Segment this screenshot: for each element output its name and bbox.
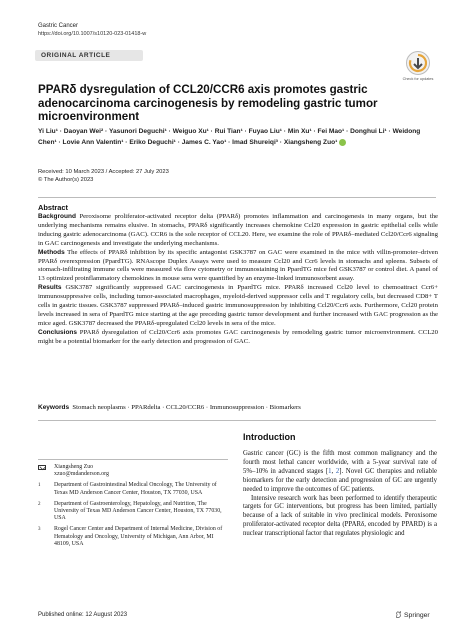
affiliation-number: 3 [38,527,41,533]
abstract-background [38,213,438,249]
citation-link[interactable]: 1 [328,467,332,475]
abstract-body [38,213,438,347]
affiliation-1 [38,482,228,496]
results-text: GSK3787 significantly suppressed GAC carcinogenesis in PpardTG mice. PPARδ increased Ccl20 level to chemoattract Ccr6+ immunosuppressive cells, including tumor-associated macrophages, myeloid-derived suppressor cells and T regulatory cells, but decreased CD8+ T cells in gastric tissues. GSK3787 suppressed PPARδ–induced gastric immunosuppression by inhibiting Ccl20/Ccr6 axis. Furthermore, Ccl20 protein levels increased in sera of PpardTG mice starting at the age preceding gastric tumor development and further increased with GAC progression as the mice aged. GSK3787 decreased the PPARδ-upregulated Ccl20 levels in sera of the mice. [38,284,439,327]
affiliation-number: 1 [38,483,41,489]
background-text: Peroxisome proliferator-activated receptor delta (PPARδ) promotes inflammation and carcinogenesis in many organs, but the underlying mechanisms remains elusive. In stomachs, PPARδ significantly increases chemokine Ccl20 expression in gastric epithelial cells while inducing gastric adenocarcinoma (GAC). CCR6 is the sole receptor of CCL20. Here, we examine the role of PPARδ–mediated Ccl20/Ccr6 signaling in GAC carcinogenesis and investigate the underlying mechanisms. [38,213,439,247]
background-label: Background [38,213,76,220]
introduction-heading: Introduction [243,432,296,442]
methods-label: Methods [38,248,65,256]
keywords-label: Keywords [38,404,70,411]
keywords-text: Stomach neoplasms · PPARdelta · CCL20/CCR6 · Immunosuppression · Biomarkers [72,404,301,411]
doi-link[interactable]: https://doi.org/10.1007/s10120-023-01418-w [38,31,147,37]
affiliation-3 [38,526,228,548]
copyright-line: © The Author(s) 2023 [38,176,94,183]
contact-name: Xiangsheng Zuo [54,464,94,470]
affiliation-text: Department of Gastroenterology, Hepatology, and Nutrition, The University of Texas MD Anderson Cancer Center, Houston, TX 77030, USA [54,500,222,522]
affiliation-text: Department of Gastrointestinal Medical Oncology, The University of Texas MD Anderson Cancer Center, Houston, TX 77030, USA [54,482,217,496]
citation-separator: , [331,467,336,475]
intro-paragraph-1 [243,450,437,495]
author-list [38,126,438,148]
intro-text: ]. Novel GC therapies and reliable biomarkers for the early detection and progression of GC are urgently needed to improve the outcomes of GC patients. [243,467,437,493]
corresponding-author [38,464,228,478]
springer-horse-icon [395,611,402,618]
conclusions-text: PPARδ dysregulation of Ccl20/Ccr6 axis promotes GAC carcinogenesis by remodeling gastric tumor microenvironment. CCL20 might be a potential biomarker for the early detection and progression of GAC. [38,328,438,345]
divider [38,197,436,198]
keywords-line [38,404,438,411]
author-notes [38,464,228,552]
check-updates-label: Check for updates [402,77,434,81]
results-label: Results [38,284,62,292]
affiliation-2 [38,501,228,523]
notes-divider [38,459,228,460]
published-date: Published online: 12 August 2023 [38,612,128,618]
intro-paragraph-2: Intensive research work has been performed to identify therapeutic targets for GC interventions, but progress has been limited, partially because of a lack of suitable in vivo preclinical models. Peroxisome proliferator-activated receptor delta (PPARδ, encoded by PPARD) is a nuclear transcriptional factor that regulates physiologic and [243,494,437,538]
publisher-name: Springer [404,612,430,619]
check-for-updates-icon[interactable] [405,50,431,76]
affiliation-number: 2 [38,501,41,507]
email-icon [38,465,46,470]
publisher-logo [395,611,430,619]
divider [38,420,436,421]
article-type-badge: ORIGINAL ARTICLE [35,50,143,61]
affiliation-text: Rogel Cancer Center and Department of Internal Medicine, Division of Hematology and Oncology, University of Michigan, Ann Arbor, MI 48109, USA [54,526,223,547]
conclusions-label: Conclusions [38,328,78,336]
methods-text: The effects of PPARδ inhibition by its specific antagonist GSK3787 on GAC were examined in the mice with villin-promoter–driven PPARδ overexpression (PpardTG). RNAscope Duplex Assays were used to measure Ccl20 and Ccr6 levels in stomachs and spleens. Subsets of stomach-infiltrating immune cells were measured via flow cytometry or immunostaining in PpardTG mice fed GSK3787 or control diet. A panel of 13 optimized proinflammatory chemokines in mouse sera were quantified by an enzyme-linked immunosorbent assay. [38,248,438,283]
citation-link[interactable]: 2 [335,467,340,475]
abstract-results [38,284,438,329]
authors-text: Yi Liu¹ · Daoyan Wei² · Yasunori Deguchi¹ · Weiguo Xu¹ · Rui Tian¹ · Fuyao Liu¹ · Min Xu¹ · Fei Mao¹ · Donghui Li¹ · Weidong Chen¹ · Lovie Ann Valentin¹ · Eriko Deguchi¹ · James C. Yao¹ · Imad Shureiqi³ · Xiangsheng Zuo¹ [38,128,421,146]
introduction-body [243,450,437,539]
received-accepted-date: Received: 10 March 2023 / Accepted: 27 July 2023 [38,169,169,175]
abstract-methods [38,249,438,285]
intro-text: Gastric cancer (GC) is the fifth most common malignancy and the fourth most lethal cancer worldwide, with a 5-year survival rate of 5%–10% in advanced stages [ [243,450,437,475]
abstract-heading: Abstract [38,203,68,212]
orcid-icon[interactable] [339,139,346,146]
contact-email[interactable]: xzuo@mdanderson.org [54,471,109,478]
article-dates [38,169,169,184]
journal-name: Gastric Cancer [38,23,79,29]
article-title: PPARδ dysregulation of CCL20/CCR6 axis promotes gastric adenocarcinoma carcinogenesis by remodeling gastric tumor microenvironment [38,83,378,124]
abstract-conclusions [38,329,438,347]
